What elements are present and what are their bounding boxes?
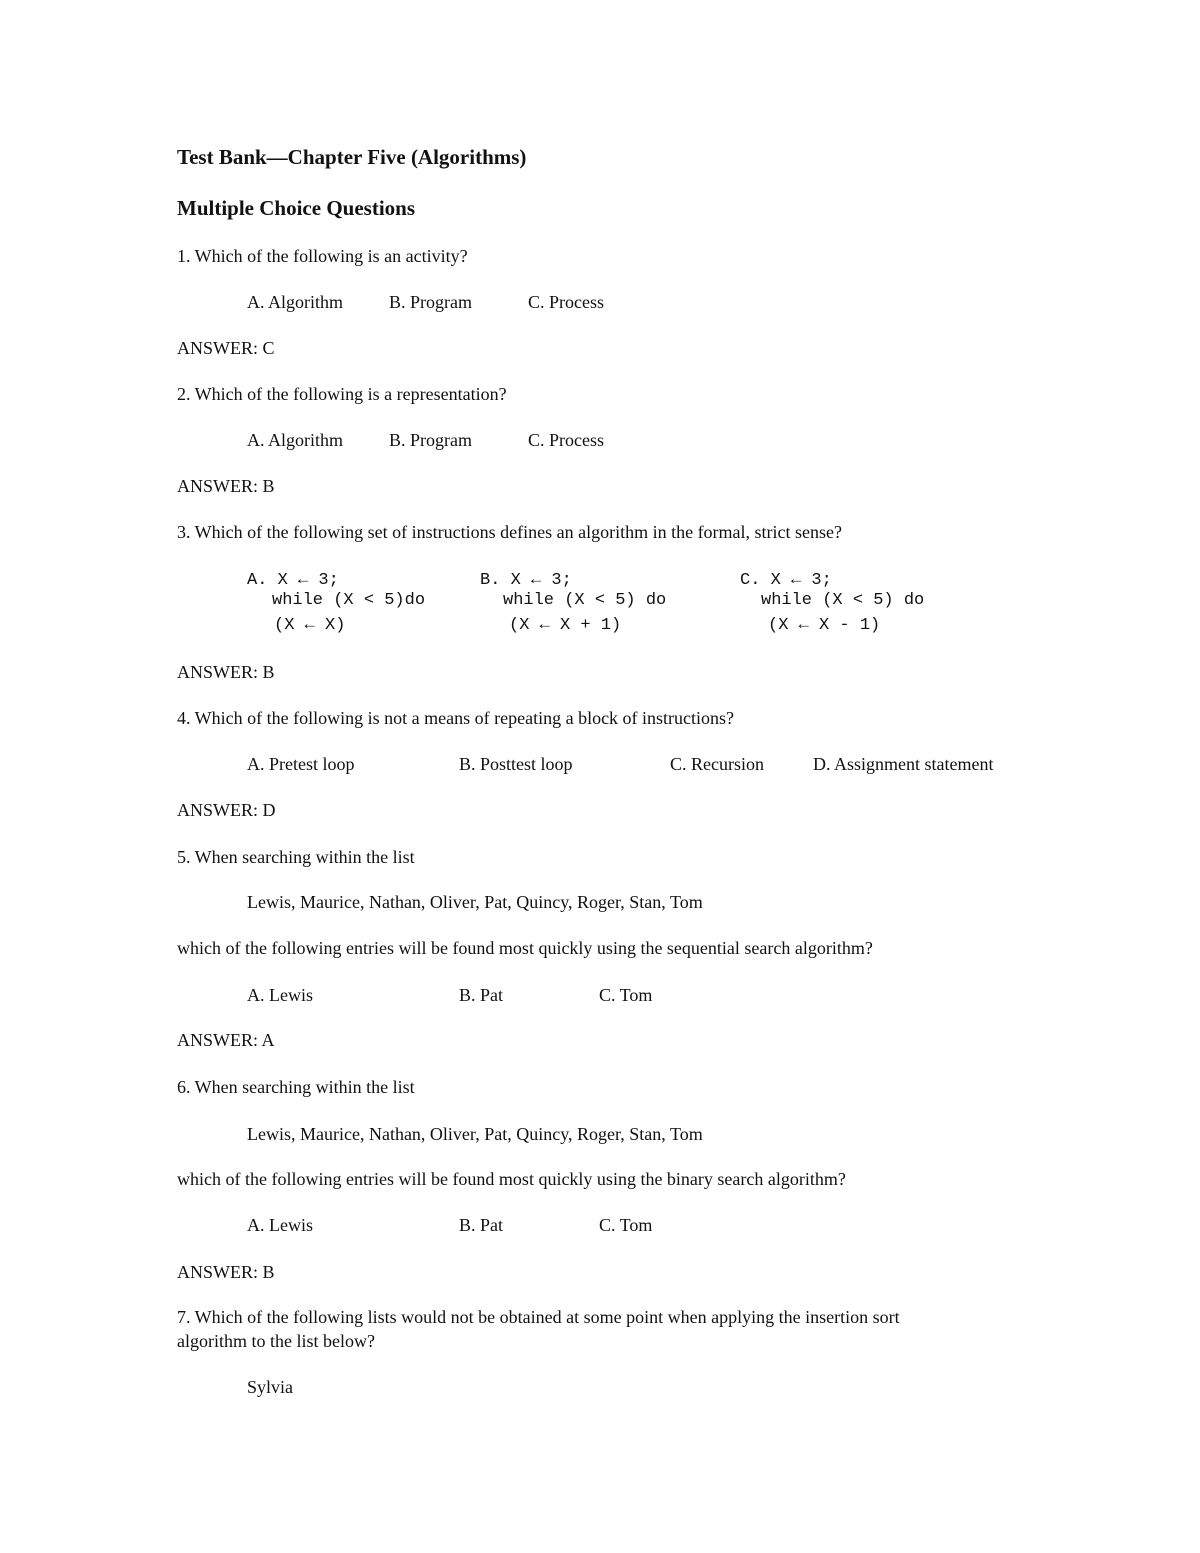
question-6-option-b: B. Pat xyxy=(459,1215,504,1235)
question-1-answer: ANSWER: C xyxy=(177,338,275,358)
question-4-option-d: D. Assignment statement xyxy=(813,754,994,774)
question-3-option-a-line1: A. X ← 3; xyxy=(247,571,339,590)
question-2-answer: ANSWER: B xyxy=(177,476,275,496)
question-6-option-a: A. Lewis xyxy=(247,1215,313,1235)
question-7-prompt-line1: 7. Which of the following lists would not be obtained at some point when applying the insertion sort xyxy=(177,1307,900,1327)
question-3-answer: ANSWER: B xyxy=(177,662,275,682)
question-2-option-a: A. Algorithm xyxy=(247,430,344,450)
question-3-option-b-line1: B. X ← 3; xyxy=(480,571,572,590)
question-6-answer: ANSWER: B xyxy=(177,1262,275,1282)
section-heading: Multiple Choice Questions xyxy=(177,196,416,220)
question-6-prompt: 6. When searching within the list xyxy=(177,1077,415,1097)
question-2-option-c: C. Process xyxy=(528,430,604,450)
question-3-option-b-line3: (X ← X + 1) xyxy=(509,616,622,635)
question-5-followup: which of the following entries will be found most quickly using the sequential search algorithm? xyxy=(177,938,873,958)
question-6-followup: which of the following entries will be found most quickly using the binary search algorithm? xyxy=(177,1169,846,1189)
question-3-option-c-line1: C. X ← 3; xyxy=(740,571,832,590)
question-3-option-b-line2: while (X < 5) do xyxy=(503,591,667,610)
question-4-option-b: B. Posttest loop xyxy=(459,754,573,774)
question-5-answer: ANSWER: A xyxy=(177,1030,275,1050)
question-4-option-c: C. Recursion xyxy=(670,754,764,774)
question-5-option-c: C. Tom xyxy=(599,985,653,1005)
question-1-option-b: B. Program xyxy=(389,292,472,312)
question-2-option-b: B. Program xyxy=(389,430,472,450)
question-3-option-c-line2: while (X < 5) do xyxy=(761,591,925,610)
question-5-list: Lewis, Maurice, Nathan, Oliver, Pat, Quincy, Roger, Stan, Tom xyxy=(247,892,703,912)
question-1-prompt: 1. Which of the following is an activity? xyxy=(177,246,468,266)
question-1-option-c: C. Process xyxy=(528,292,604,312)
question-4-option-a: A. Pretest loop xyxy=(247,754,355,774)
question-5-option-a: A. Lewis xyxy=(247,985,313,1005)
question-5-prompt: 5. When searching within the list xyxy=(177,847,415,867)
question-6-list: Lewis, Maurice, Nathan, Oliver, Pat, Quincy, Roger, Stan, Tom xyxy=(247,1124,703,1144)
question-7-list-item: Sylvia xyxy=(247,1377,294,1397)
question-3-option-a-line2: while (X < 5)do xyxy=(272,591,426,610)
question-2-prompt: 2. Which of the following is a representation? xyxy=(177,384,507,404)
question-1-option-a: A. Algorithm xyxy=(247,292,344,312)
question-3-prompt: 3. Which of the following set of instructions defines an algorithm in the formal, strict sense? xyxy=(177,522,843,542)
question-4-prompt: 4. Which of the following is not a means of repeating a block of instructions? xyxy=(177,708,735,728)
question-3-option-c-line3: (X ← X - 1) xyxy=(768,616,881,635)
question-6-option-c: C. Tom xyxy=(599,1215,653,1235)
question-3-option-a-line3: (X ← X) xyxy=(274,616,346,635)
page-title: Test Bank—Chapter Five (Algorithms) xyxy=(177,145,527,169)
question-7-prompt-line2: algorithm to the list below? xyxy=(177,1331,375,1351)
question-5-option-b: B. Pat xyxy=(459,985,504,1005)
question-4-answer: ANSWER: D xyxy=(177,800,276,820)
